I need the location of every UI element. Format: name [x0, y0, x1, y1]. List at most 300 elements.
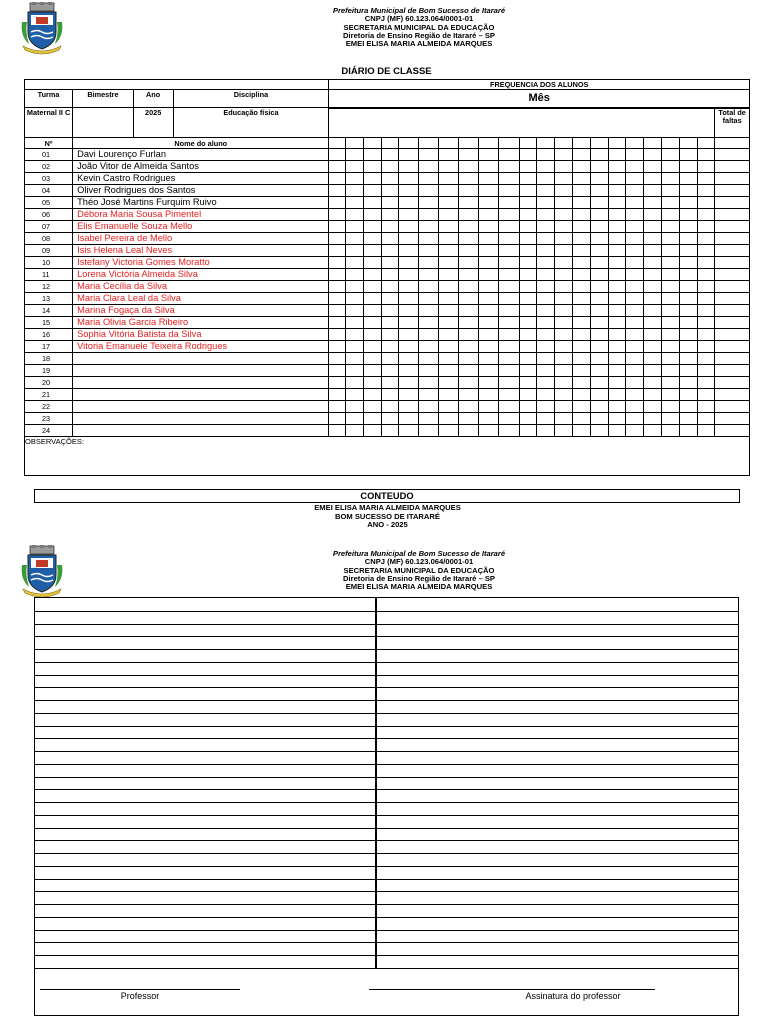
attendance-day-cell[interactable] [697, 293, 715, 305]
attendance-day-cell[interactable] [419, 269, 439, 281]
attendance-day-cell[interactable] [381, 281, 399, 293]
attendance-day-cell[interactable] [459, 209, 479, 221]
attendance-day-cell[interactable] [419, 317, 439, 329]
attendance-day-cell[interactable] [537, 401, 555, 413]
total-faltas-cell[interactable] [715, 425, 750, 437]
attendance-day-cell[interactable] [573, 233, 591, 245]
attendance-day-cell[interactable] [346, 185, 364, 197]
attendance-day-cell[interactable] [644, 317, 662, 329]
attendance-day-cell[interactable] [459, 281, 479, 293]
attendance-day-cell[interactable] [608, 221, 626, 233]
attendance-day-cell[interactable] [419, 245, 439, 257]
attendance-day-cell[interactable] [644, 425, 662, 437]
attendance-day-cell[interactable] [679, 185, 697, 197]
attendance-day-cell[interactable] [498, 221, 519, 233]
attendance-day-cell[interactable] [661, 197, 679, 209]
attendance-day-cell[interactable] [644, 245, 662, 257]
attendance-day-cell[interactable] [555, 341, 573, 353]
total-faltas-cell[interactable] [715, 413, 750, 425]
attendance-day-cell[interactable] [537, 269, 555, 281]
attendance-day-cell[interactable] [346, 257, 364, 269]
total-faltas-cell[interactable] [715, 173, 750, 185]
attendance-day-cell[interactable] [478, 365, 498, 377]
attendance-day-cell[interactable] [419, 173, 439, 185]
attendance-day-cell[interactable] [590, 197, 608, 209]
attendance-day-cell[interactable] [573, 413, 591, 425]
attendance-day-cell[interactable] [346, 377, 364, 389]
attendance-day-cell[interactable] [644, 353, 662, 365]
attendance-day-cell[interactable] [537, 353, 555, 365]
attendance-day-cell[interactable] [697, 269, 715, 281]
attendance-day-cell[interactable] [498, 377, 519, 389]
attendance-day-cell[interactable] [519, 389, 537, 401]
attendance-day-cell[interactable] [519, 365, 537, 377]
attendance-day-cell[interactable] [399, 161, 419, 173]
attendance-day-cell[interactable] [697, 221, 715, 233]
attendance-day-cell[interactable] [363, 221, 381, 233]
total-faltas-cell[interactable] [715, 185, 750, 197]
attendance-day-cell[interactable] [537, 341, 555, 353]
attendance-day-cell[interactable] [363, 365, 381, 377]
attendance-day-cell[interactable] [439, 185, 459, 197]
attendance-day-cell[interactable] [363, 413, 381, 425]
attendance-day-cell[interactable] [381, 413, 399, 425]
attendance-day-cell[interactable] [478, 341, 498, 353]
attendance-day-cell[interactable] [363, 329, 381, 341]
attendance-day-cell[interactable] [608, 425, 626, 437]
attendance-day-cell[interactable] [459, 329, 479, 341]
attendance-day-cell[interactable] [346, 281, 364, 293]
attendance-day-cell[interactable] [329, 269, 346, 281]
attendance-day-cell[interactable] [644, 365, 662, 377]
attendance-day-cell[interactable] [498, 317, 519, 329]
attendance-day-cell[interactable] [363, 389, 381, 401]
attendance-day-cell[interactable] [573, 293, 591, 305]
attendance-day-cell[interactable] [590, 233, 608, 245]
attendance-day-cell[interactable] [697, 317, 715, 329]
attendance-day-cell[interactable] [661, 341, 679, 353]
attendance-day-cell[interactable] [478, 185, 498, 197]
attendance-day-cell[interactable] [537, 197, 555, 209]
attendance-day-cell[interactable] [399, 149, 419, 161]
attendance-day-cell[interactable] [381, 329, 399, 341]
attendance-day-cell[interactable] [537, 305, 555, 317]
attendance-day-cell[interactable] [661, 389, 679, 401]
attendance-day-cell[interactable] [459, 425, 479, 437]
attendance-day-cell[interactable] [555, 233, 573, 245]
attendance-day-cell[interactable] [381, 149, 399, 161]
attendance-day-cell[interactable] [419, 281, 439, 293]
attendance-day-cell[interactable] [608, 233, 626, 245]
attendance-day-cell[interactable] [439, 317, 459, 329]
attendance-day-cell[interactable] [459, 353, 479, 365]
attendance-day-cell[interactable] [419, 293, 439, 305]
attendance-day-cell[interactable] [626, 425, 644, 437]
attendance-day-cell[interactable] [363, 425, 381, 437]
attendance-day-cell[interactable] [537, 413, 555, 425]
attendance-day-cell[interactable] [679, 233, 697, 245]
attendance-day-cell[interactable] [661, 317, 679, 329]
attendance-day-cell[interactable] [608, 305, 626, 317]
attendance-day-cell[interactable] [478, 161, 498, 173]
attendance-day-cell[interactable] [459, 245, 479, 257]
attendance-day-cell[interactable] [573, 245, 591, 257]
attendance-day-cell[interactable] [519, 257, 537, 269]
attendance-day-cell[interactable] [537, 257, 555, 269]
attendance-day-cell[interactable] [346, 197, 364, 209]
attendance-day-cell[interactable] [519, 209, 537, 221]
attendance-day-cell[interactable] [439, 353, 459, 365]
attendance-day-cell[interactable] [679, 377, 697, 389]
attendance-day-cell[interactable] [519, 329, 537, 341]
attendance-day-cell[interactable] [644, 257, 662, 269]
attendance-day-cell[interactable] [679, 341, 697, 353]
attendance-day-cell[interactable] [697, 281, 715, 293]
attendance-day-cell[interactable] [519, 425, 537, 437]
attendance-day-cell[interactable] [381, 269, 399, 281]
total-faltas-cell[interactable] [715, 221, 750, 233]
total-faltas-cell[interactable] [715, 209, 750, 221]
attendance-day-cell[interactable] [381, 353, 399, 365]
attendance-day-cell[interactable] [498, 197, 519, 209]
attendance-day-cell[interactable] [555, 377, 573, 389]
attendance-day-cell[interactable] [555, 425, 573, 437]
attendance-day-cell[interactable] [573, 173, 591, 185]
attendance-day-cell[interactable] [381, 209, 399, 221]
attendance-day-cell[interactable] [679, 317, 697, 329]
attendance-day-cell[interactable] [498, 329, 519, 341]
attendance-day-cell[interactable] [555, 269, 573, 281]
attendance-day-cell[interactable] [329, 341, 346, 353]
attendance-day-cell[interactable] [590, 365, 608, 377]
attendance-day-cell[interactable] [555, 209, 573, 221]
attendance-day-cell[interactable] [399, 245, 419, 257]
attendance-day-cell[interactable] [459, 365, 479, 377]
attendance-day-cell[interactable] [661, 149, 679, 161]
attendance-day-cell[interactable] [498, 305, 519, 317]
attendance-day-cell[interactable] [608, 365, 626, 377]
attendance-day-cell[interactable] [498, 269, 519, 281]
attendance-day-cell[interactable] [679, 269, 697, 281]
attendance-day-cell[interactable] [459, 413, 479, 425]
attendance-day-cell[interactable] [626, 209, 644, 221]
attendance-day-cell[interactable] [381, 245, 399, 257]
attendance-day-cell[interactable] [679, 401, 697, 413]
attendance-day-cell[interactable] [459, 221, 479, 233]
attendance-day-cell[interactable] [697, 353, 715, 365]
attendance-day-cell[interactable] [537, 221, 555, 233]
attendance-day-cell[interactable] [555, 329, 573, 341]
attendance-day-cell[interactable] [537, 365, 555, 377]
attendance-day-cell[interactable] [679, 365, 697, 377]
attendance-day-cell[interactable] [644, 305, 662, 317]
attendance-day-cell[interactable] [439, 197, 459, 209]
attendance-day-cell[interactable] [679, 281, 697, 293]
attendance-day-cell[interactable] [439, 161, 459, 173]
attendance-day-cell[interactable] [608, 317, 626, 329]
attendance-day-cell[interactable] [419, 185, 439, 197]
attendance-day-cell[interactable] [661, 353, 679, 365]
attendance-day-cell[interactable] [519, 233, 537, 245]
attendance-day-cell[interactable] [626, 293, 644, 305]
attendance-day-cell[interactable] [459, 149, 479, 161]
attendance-day-cell[interactable] [608, 281, 626, 293]
attendance-day-cell[interactable] [346, 149, 364, 161]
attendance-day-cell[interactable] [626, 329, 644, 341]
attendance-day-cell[interactable] [573, 269, 591, 281]
attendance-day-cell[interactable] [459, 233, 479, 245]
attendance-day-cell[interactable] [608, 329, 626, 341]
attendance-day-cell[interactable] [439, 305, 459, 317]
attendance-day-cell[interactable] [459, 269, 479, 281]
attendance-day-cell[interactable] [381, 401, 399, 413]
attendance-day-cell[interactable] [329, 425, 346, 437]
attendance-day-cell[interactable] [555, 185, 573, 197]
attendance-day-cell[interactable] [644, 185, 662, 197]
attendance-day-cell[interactable] [363, 305, 381, 317]
attendance-day-cell[interactable] [590, 257, 608, 269]
total-faltas-cell[interactable] [715, 389, 750, 401]
attendance-day-cell[interactable] [573, 377, 591, 389]
attendance-day-cell[interactable] [399, 269, 419, 281]
attendance-day-cell[interactable] [661, 329, 679, 341]
observacoes-field[interactable]: OBSERVAÇÕES: [25, 437, 750, 476]
attendance-day-cell[interactable] [573, 365, 591, 377]
attendance-day-cell[interactable] [419, 401, 439, 413]
attendance-day-cell[interactable] [381, 317, 399, 329]
attendance-day-cell[interactable] [644, 281, 662, 293]
attendance-day-cell[interactable] [419, 197, 439, 209]
attendance-day-cell[interactable] [439, 233, 459, 245]
attendance-day-cell[interactable] [363, 173, 381, 185]
total-faltas-cell[interactable] [715, 305, 750, 317]
attendance-day-cell[interactable] [439, 281, 459, 293]
attendance-day-cell[interactable] [608, 161, 626, 173]
attendance-day-cell[interactable] [399, 209, 419, 221]
attendance-day-cell[interactable] [478, 233, 498, 245]
attendance-day-cell[interactable] [439, 149, 459, 161]
attendance-day-cell[interactable] [626, 353, 644, 365]
attendance-day-cell[interactable] [555, 353, 573, 365]
attendance-day-cell[interactable] [590, 149, 608, 161]
attendance-day-cell[interactable] [644, 161, 662, 173]
attendance-day-cell[interactable] [329, 257, 346, 269]
attendance-day-cell[interactable] [329, 305, 346, 317]
attendance-day-cell[interactable] [608, 149, 626, 161]
attendance-day-cell[interactable] [478, 305, 498, 317]
attendance-day-cell[interactable] [399, 221, 419, 233]
attendance-day-cell[interactable] [697, 209, 715, 221]
attendance-day-cell[interactable] [537, 317, 555, 329]
attendance-day-cell[interactable] [363, 281, 381, 293]
attendance-day-cell[interactable] [363, 269, 381, 281]
attendance-day-cell[interactable] [346, 269, 364, 281]
attendance-day-cell[interactable] [626, 389, 644, 401]
attendance-day-cell[interactable] [363, 317, 381, 329]
attendance-day-cell[interactable] [697, 329, 715, 341]
attendance-day-cell[interactable] [661, 305, 679, 317]
total-faltas-cell[interactable] [715, 197, 750, 209]
attendance-day-cell[interactable] [329, 173, 346, 185]
attendance-day-cell[interactable] [329, 281, 346, 293]
attendance-day-cell[interactable] [439, 425, 459, 437]
attendance-day-cell[interactable] [661, 221, 679, 233]
attendance-day-cell[interactable] [419, 161, 439, 173]
attendance-day-cell[interactable] [590, 269, 608, 281]
attendance-day-cell[interactable] [679, 173, 697, 185]
attendance-day-cell[interactable] [399, 233, 419, 245]
attendance-day-cell[interactable] [459, 293, 479, 305]
attendance-day-cell[interactable] [573, 281, 591, 293]
attendance-day-cell[interactable] [573, 329, 591, 341]
attendance-day-cell[interactable] [519, 413, 537, 425]
total-faltas-cell[interactable] [715, 401, 750, 413]
attendance-day-cell[interactable] [478, 197, 498, 209]
attendance-day-cell[interactable] [626, 377, 644, 389]
attendance-day-cell[interactable] [626, 305, 644, 317]
attendance-day-cell[interactable] [439, 293, 459, 305]
attendance-day-cell[interactable] [459, 377, 479, 389]
attendance-day-cell[interactable] [661, 293, 679, 305]
attendance-day-cell[interactable] [590, 293, 608, 305]
attendance-day-cell[interactable] [329, 293, 346, 305]
attendance-day-cell[interactable] [537, 425, 555, 437]
total-faltas-cell[interactable] [715, 365, 750, 377]
attendance-day-cell[interactable] [590, 341, 608, 353]
attendance-day-cell[interactable] [573, 185, 591, 197]
attendance-day-cell[interactable] [661, 173, 679, 185]
attendance-day-cell[interactable] [519, 401, 537, 413]
attendance-day-cell[interactable] [644, 149, 662, 161]
attendance-day-cell[interactable] [439, 377, 459, 389]
attendance-day-cell[interactable] [439, 401, 459, 413]
attendance-day-cell[interactable] [399, 413, 419, 425]
attendance-day-cell[interactable] [346, 221, 364, 233]
attendance-day-cell[interactable] [439, 209, 459, 221]
attendance-day-cell[interactable] [537, 161, 555, 173]
attendance-day-cell[interactable] [519, 377, 537, 389]
attendance-day-cell[interactable] [644, 293, 662, 305]
attendance-day-cell[interactable] [478, 293, 498, 305]
attendance-day-cell[interactable] [519, 353, 537, 365]
attendance-day-cell[interactable] [644, 413, 662, 425]
attendance-day-cell[interactable] [329, 209, 346, 221]
attendance-day-cell[interactable] [381, 257, 399, 269]
attendance-day-cell[interactable] [679, 329, 697, 341]
total-faltas-cell[interactable] [715, 293, 750, 305]
attendance-day-cell[interactable] [626, 233, 644, 245]
attendance-day-cell[interactable] [498, 233, 519, 245]
attendance-day-cell[interactable] [644, 173, 662, 185]
attendance-day-cell[interactable] [363, 149, 381, 161]
total-faltas-cell[interactable] [715, 161, 750, 173]
attendance-day-cell[interactable] [644, 329, 662, 341]
attendance-day-cell[interactable] [573, 341, 591, 353]
attendance-day-cell[interactable] [555, 161, 573, 173]
attendance-day-cell[interactable] [697, 413, 715, 425]
attendance-day-cell[interactable] [478, 425, 498, 437]
attendance-day-cell[interactable] [697, 197, 715, 209]
attendance-day-cell[interactable] [346, 245, 364, 257]
attendance-day-cell[interactable] [399, 281, 419, 293]
total-faltas-cell[interactable] [715, 341, 750, 353]
attendance-day-cell[interactable] [679, 161, 697, 173]
attendance-day-cell[interactable] [329, 365, 346, 377]
attendance-day-cell[interactable] [590, 377, 608, 389]
attendance-day-cell[interactable] [519, 149, 537, 161]
attendance-day-cell[interactable] [644, 401, 662, 413]
attendance-day-cell[interactable] [537, 209, 555, 221]
attendance-day-cell[interactable] [644, 341, 662, 353]
attendance-day-cell[interactable] [498, 173, 519, 185]
attendance-day-cell[interactable] [381, 161, 399, 173]
attendance-day-cell[interactable] [626, 365, 644, 377]
attendance-day-cell[interactable] [519, 173, 537, 185]
attendance-day-cell[interactable] [363, 245, 381, 257]
attendance-day-cell[interactable] [346, 389, 364, 401]
attendance-day-cell[interactable] [679, 245, 697, 257]
attendance-day-cell[interactable] [346, 305, 364, 317]
attendance-day-cell[interactable] [537, 293, 555, 305]
attendance-day-cell[interactable] [439, 413, 459, 425]
attendance-day-cell[interactable] [459, 305, 479, 317]
attendance-day-cell[interactable] [363, 209, 381, 221]
total-faltas-cell[interactable] [715, 257, 750, 269]
attendance-day-cell[interactable] [555, 149, 573, 161]
attendance-day-cell[interactable] [644, 209, 662, 221]
attendance-day-cell[interactable] [399, 353, 419, 365]
total-faltas-cell[interactable] [715, 329, 750, 341]
attendance-day-cell[interactable] [478, 389, 498, 401]
attendance-day-cell[interactable] [537, 173, 555, 185]
attendance-day-cell[interactable] [346, 317, 364, 329]
attendance-day-cell[interactable] [661, 377, 679, 389]
attendance-day-cell[interactable] [363, 377, 381, 389]
attendance-day-cell[interactable] [419, 209, 439, 221]
attendance-day-cell[interactable] [697, 149, 715, 161]
attendance-day-cell[interactable] [573, 221, 591, 233]
attendance-day-cell[interactable] [459, 257, 479, 269]
attendance-day-cell[interactable] [555, 365, 573, 377]
attendance-day-cell[interactable] [626, 401, 644, 413]
attendance-day-cell[interactable] [590, 281, 608, 293]
attendance-day-cell[interactable] [555, 401, 573, 413]
attendance-day-cell[interactable] [419, 413, 439, 425]
attendance-day-cell[interactable] [626, 269, 644, 281]
attendance-day-cell[interactable] [661, 425, 679, 437]
attendance-day-cell[interactable] [661, 185, 679, 197]
attendance-day-cell[interactable] [419, 353, 439, 365]
attendance-day-cell[interactable] [329, 161, 346, 173]
attendance-day-cell[interactable] [363, 401, 381, 413]
attendance-day-cell[interactable] [573, 353, 591, 365]
attendance-day-cell[interactable] [419, 377, 439, 389]
attendance-day-cell[interactable] [346, 341, 364, 353]
attendance-day-cell[interactable] [478, 209, 498, 221]
attendance-day-cell[interactable] [697, 425, 715, 437]
attendance-day-cell[interactable] [329, 185, 346, 197]
attendance-day-cell[interactable] [608, 413, 626, 425]
attendance-day-cell[interactable] [590, 389, 608, 401]
total-faltas-cell[interactable] [715, 281, 750, 293]
attendance-day-cell[interactable] [679, 209, 697, 221]
attendance-day-cell[interactable] [519, 305, 537, 317]
attendance-day-cell[interactable] [661, 269, 679, 281]
attendance-day-cell[interactable] [381, 185, 399, 197]
attendance-day-cell[interactable] [519, 185, 537, 197]
attendance-day-cell[interactable] [399, 341, 419, 353]
attendance-day-cell[interactable] [329, 377, 346, 389]
